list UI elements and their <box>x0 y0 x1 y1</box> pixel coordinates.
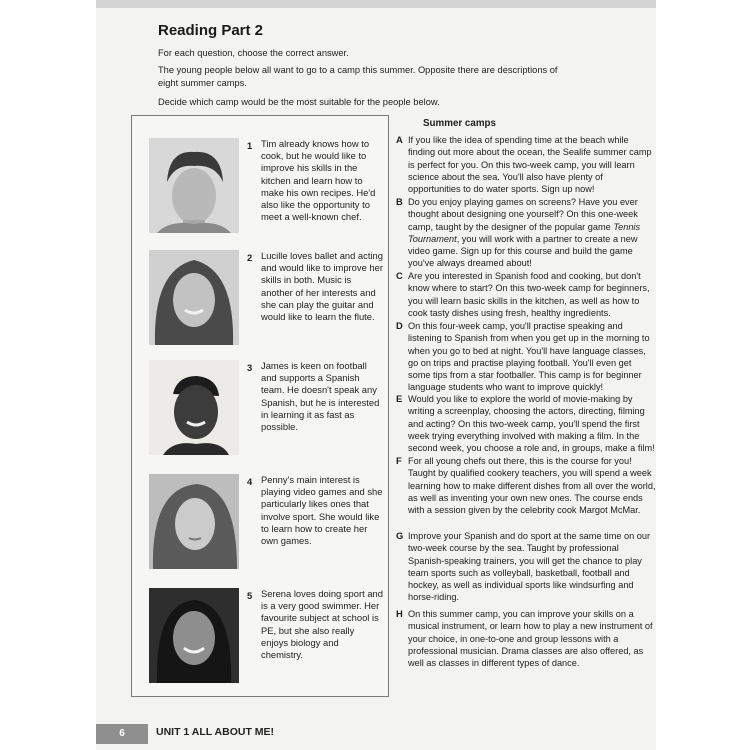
person-3 <box>149 360 384 460</box>
person-description-5: Serena loves doing sport and is a very good swimmer. Her favourite subject at school is PE, but she also really enjoys biology and chemistry. <box>261 588 383 661</box>
people-box <box>131 115 389 697</box>
camp-letter-f: F <box>396 455 402 466</box>
person-description-4: Penny's main interest is playing video games and she particularly likes ones that involve sport. She would like to learn how to create her own games. <box>261 474 383 547</box>
instruction-line-2: The young people below all want to go to a camp this summer. Opposite there are descriptions of eight summer camps. <box>158 65 558 88</box>
instruction-line-1: For each question, choose the correct answer. <box>158 48 349 58</box>
camp-letter-h: H <box>396 608 403 619</box>
camp-letter-d: D <box>396 320 403 331</box>
person-5 <box>149 588 384 688</box>
person-number-2: 2 <box>247 252 253 263</box>
person-photo-3 <box>149 360 239 455</box>
person-photo-1 <box>149 138 239 233</box>
instruction-line-3: Decide which camp would be the most suitable for the people below. <box>158 97 440 107</box>
camp-b-game-title: Tennis Tournament <box>408 221 641 244</box>
person-1 <box>149 138 384 238</box>
person-4 <box>149 474 384 574</box>
page-top-edge <box>96 0 656 8</box>
camp-letter-g: G <box>396 530 404 541</box>
person-description-3: James is keen on football and supports a Spanish team. He doesn't speak any Spanish, but he is interested in learning it as fast as possible. <box>261 360 380 433</box>
person-number-3: 3 <box>247 362 253 373</box>
camp-b-text-start: Do you enjoy playing games on screens? Have you ever thought about designing one yourself? On this one-week camp, taught by the designer of the popular game <box>408 197 638 232</box>
camp-description-g: Improve your Spanish and do sport at the same time on our two-week course by the sea. Taught by professional Spanish-speaking trainers, you will get the chance to play team sports such as volleyball, basketball, football and hockey, as well as individual sports like windsurfing and horse-riding. <box>408 531 651 603</box>
camp-letter-b: B <box>396 196 403 207</box>
camp-description-f: For all young chefs out there, this is the course for you! Taught by qualified cookery teachers, you will spend a week learning how to make different dishes from all over the world, as well as inventing your own new ones. The course ends with a session given by the celebrity cook Margot McMar. <box>408 456 656 516</box>
person-number-4: 4 <box>247 476 253 487</box>
person-2 <box>149 250 384 350</box>
camp-letter-c: C <box>396 270 403 281</box>
camp-description-a: If you like the idea of spending time at the beach while finding out more about the ocean, the Sealife summer camp is perfect for you. On this two-week camp, you will learn science about the sea. You'll also have plenty of opportunities to do water sports. Sign up now! <box>408 135 652 195</box>
camp-description-c: Are you interested in Spanish food and cooking, but don't know where to start? On this two-week camp for beginners, you will learn basic skills in the kitchen, as well as how to cook tasty dishes using fresh, healthy ingredients. <box>408 271 650 318</box>
unit-title: UNIT 1 ALL ABOUT ME! <box>156 726 275 738</box>
page-title: Reading Part 2 <box>158 22 264 39</box>
workbook-page <box>96 8 656 750</box>
person-number-1: 1 <box>247 140 253 151</box>
camp-description-d: On this four-week camp, you'll practise speaking and listening to Spanish from when you get up in the morning to when you go to bed at night. You'll have language classes, go on trips and practise playing football. You'll even get some tips from a star footballer. This camp is for beginner language students who want to improve quickly! <box>408 321 650 393</box>
camp-description-b <box>408 196 656 270</box>
person-description-1: Tim already knows how to cook, but he would like to improve his skills in the kitchen and learn how to make his own recipes. He'd also like the opportunity to meet a well-known chef. <box>261 138 376 223</box>
camp-letter-e: E <box>396 393 403 404</box>
person-photo-4 <box>149 474 239 569</box>
page-number: 6 <box>119 728 125 739</box>
camp-description-e: Would you like to explore the world of movie-making by writing a screenplay, choosing the actors, directing, filming and acting? On this two-week camp, you'll spend the first week trying everything involved with making a film. In the second week, you choose a role and, in groups, make a film! <box>408 394 655 454</box>
camp-b-text-end: , you will work with a partner to create a new video game. Sign up for this course and build the game you've always dreamed about! <box>408 233 638 269</box>
person-photo-2 <box>149 250 239 345</box>
person-photo-5 <box>149 588 239 683</box>
camps-heading: Summer camps <box>423 118 496 129</box>
page-margin-right <box>658 0 750 750</box>
person-description-2: Lucille loves ballet and acting and would like to improve her skills in both. Music is another of her interests and she can play the guitar and would like to learn the flute. <box>261 250 383 323</box>
camp-description-h: On this summer camp, you can improve your skills on a musical instrument, or learn how to play a new instrument of your choice, in one-to-one and group lessons with a professional musician. Drama classes are also offered, as well as classes in different types of dance. <box>408 609 653 669</box>
camp-letter-a: A <box>396 134 403 145</box>
page-margin-left <box>0 0 96 750</box>
person-number-5: 5 <box>247 590 253 601</box>
